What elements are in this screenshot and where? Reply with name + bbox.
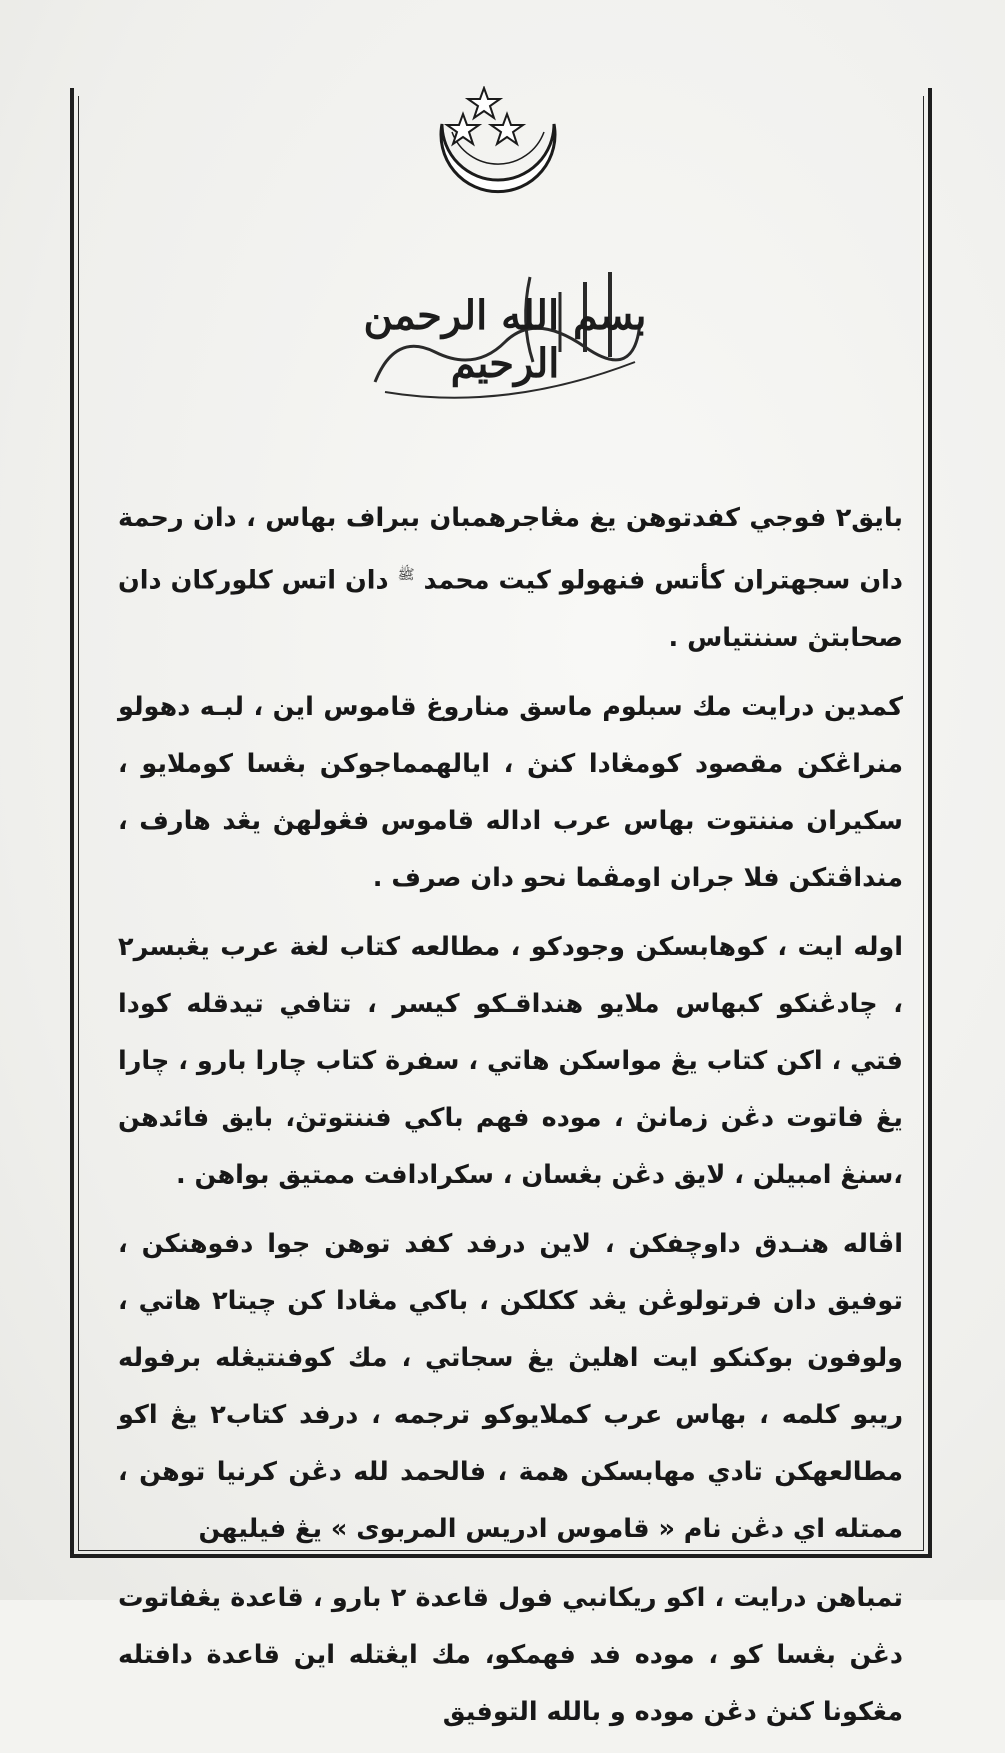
basmala-text: بسم الله الرحمن الرحيم	[363, 292, 647, 387]
document-body	[118, 490, 903, 1753]
text-line: اوله ايت ، كوهابسكن وجودكو ، مطالعه كتاب لغة عرب يڠبسر٢ ، چادڠنكو	[118, 931, 903, 1019]
text-line: موده فد فهمكو، مك ايڠتله اين قاعدة دافتله مڠكونا كنڽ دڠن موده و بالله التوفيق	[118, 1639, 903, 1727]
crescent-and-stars-emblem	[418, 86, 578, 226]
text-line: كأتس فنهولو كيت محمد	[423, 565, 725, 596]
text-line: كتاب٢ يڠ اكو مطالعهكن تادي مهابسكن همة ، فالحمد لله دڠن كرنيا توهن ،	[118, 1399, 903, 1487]
paragraph-purpose	[118, 679, 903, 907]
text-line: فرتولوڠن يڠد ككلكن ، باكي مڠادا كن چيتا٢ هاتي ، ولوفون بوكنكو ايت اهليڽ	[118, 1285, 903, 1373]
paragraph-rules	[118, 1570, 903, 1741]
text-line: دان اتس كلوركان دان صحابتڽ سننتياس .	[118, 565, 903, 653]
paragraph-effort	[118, 919, 903, 1204]
text-line: اداله قاموس فڠولهڽ يڠد هارف ، منداڤتكن فلا جران اومڤما نحو دان صرف .	[118, 805, 903, 893]
salawat-honorific: ﷺ	[397, 567, 415, 583]
text-line: بايق٢ فوجي كفدتوهن يغ مڠاجرهمبان ببراف بهاس ، دان رحمة دان سجهتران	[118, 503, 903, 596]
basmala-calligraphy	[355, 262, 655, 412]
paragraph-compilation	[118, 1216, 903, 1558]
text-line: اڤاله هنـدق داوچفكن ، لاين درفد كفد توهن جوا دفوهنكن ، توفيق دان	[118, 1228, 903, 1316]
text-line: كمدين درايت مك سبلوم ماسق مناروغ قاموس اين ، لبـه دهولو منراڠكن	[118, 691, 903, 779]
text-line: هاتي ، سفرة كتاب چارا بارو ، چارا يڠ فاتوت دڠن زمانڽ ، موده فهم باكي	[118, 1045, 903, 1133]
text-line: ممتله اي دڠن نام « قاموس ادريس المربوى » يڠ فيليهن	[198, 1513, 903, 1544]
text-line: مقصود كومڠادا كنڽ ، ايالهمماجوكن بڠسا كوملايو ، سكيران مننتوت بهاس عرب	[118, 748, 903, 836]
text-line: فننتوتڽ، بايق فائدهن ،سنڠ امبيلن ، لايق دڠن بڠسان ، سكرادافت ممتيق بواهن .	[118, 1102, 903, 1190]
text-line: كبهاس ملايو هنداقـكو كيسر ، تتافي تيدقله كودا فتي ، اكن كتاب يڠ مواسكن	[118, 988, 903, 1076]
paragraph-opening	[118, 490, 903, 667]
text-line: يڠ سجاتي ، مك كوفنتيڠله برفوله ريبو كلمه ، بهاس عرب كملايوكو ترجمه ، درفد	[118, 1342, 903, 1430]
text-line: تمباهن درايت ، اكو ريكانبي فول قاعدة ٢ بارو ، قاعدة يڠفاتوت دڠن بڠسا كو ،	[118, 1582, 903, 1670]
